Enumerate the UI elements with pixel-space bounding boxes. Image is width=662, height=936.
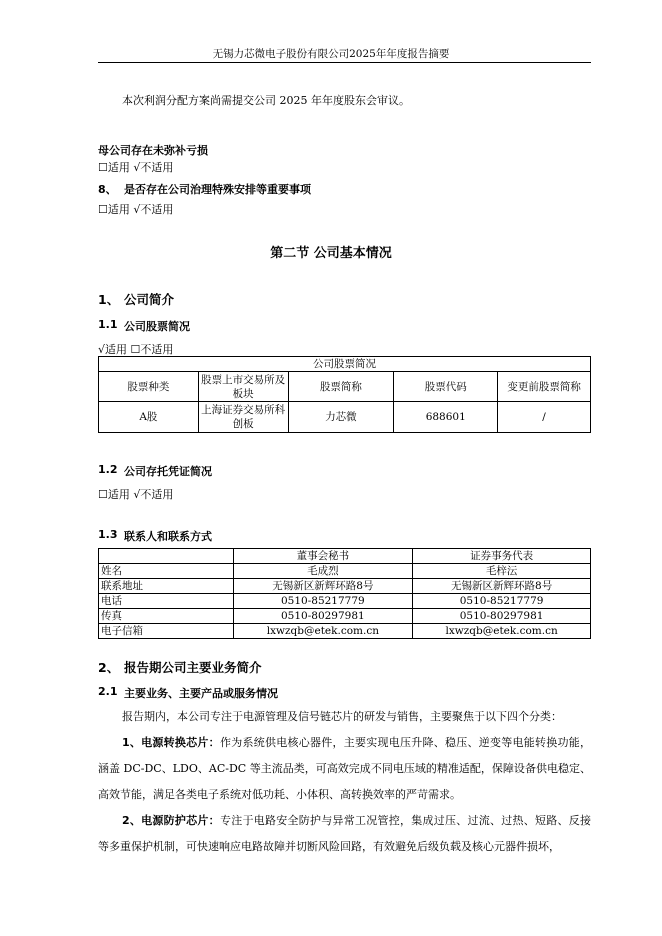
table-cell: lxwzqb@etek.com.cn [233, 624, 413, 639]
loss-title: 母公司存在未弥补亏损 [98, 144, 208, 157]
table-cell: 688601 [394, 402, 498, 433]
table-header: 证券事务代表 [413, 549, 591, 564]
paragraph-heading: 1、电源转换芯片： [122, 736, 220, 749]
table-cell: 0510-85217779 [413, 594, 591, 609]
s2-title: 报告期公司主要业务简介 [124, 660, 262, 675]
loss-options: ☐适用 √不适用 [98, 161, 174, 174]
page-header: 无锡力芯微电子股份有限公司2025年年度报告摘要 [212, 48, 450, 60]
s1-title: 公司简介 [124, 292, 175, 307]
s1-1-number: 1.1 [98, 318, 118, 331]
s1-3-number: 1.3 [98, 528, 118, 541]
s1-1-options: √适用 ☐不适用 [98, 343, 174, 356]
table-row [99, 594, 591, 609]
table-header: 变更前股票简称 [498, 372, 591, 402]
table-row [99, 609, 591, 624]
table-cell: 0510-80297981 [233, 609, 413, 624]
body-paragraph-3 [98, 808, 591, 860]
header-divider [98, 62, 591, 63]
s1-number: 1、 [98, 292, 120, 307]
s1-2-options: ☐适用 √不适用 [98, 488, 174, 501]
section-title: 第二节 公司基本情况 [270, 246, 392, 261]
paragraph-text: 专注于电路安全防护与异常工况管控，集成过压、过流、过热、短路、反接等多重保护机制，可快速响应电路故障并切断风险回路，有效避免后级负载及核心元器件损坏， [98, 814, 592, 853]
paragraph-text: 作为系统供电核心器件，主要实现电压升降、稳压、逆变等电能转换功能，涵盖 DC-DC、LDO、AC-DC 等主流品类，可高效完成不同电压域的精准适配，保障设备供电稳定、高效节能，满足各类电子系统对低功耗、小体积、高转换效率的严苛需求。 [98, 736, 592, 801]
table-cell: 上海证券交易所科创板 [198, 402, 288, 433]
table-header: 股票种类 [99, 372, 199, 402]
intro-text: 本次利润分配方案尚需提交公司 2025 年年度股东会审议。 [122, 94, 410, 107]
table-row [99, 624, 591, 639]
table-cell: 0510-80297981 [413, 609, 591, 624]
s2-1-title: 主要业务、主要产品或服务情况 [124, 687, 278, 700]
table-header: 股票代码 [394, 372, 498, 402]
s1-3-title: 联系人和联系方式 [124, 530, 212, 543]
table-header: 董事会秘书 [233, 549, 413, 564]
table-cell: / [498, 402, 591, 433]
s2-1-number: 2.1 [98, 685, 118, 698]
table-cell: 毛梓沄 [413, 564, 591, 579]
item8-number: 8、 [98, 183, 117, 196]
body-paragraph-1: 报告期内，本公司专注于电源管理及信号链芯片的研发与销售，主要聚焦于以下四个分类： [122, 710, 562, 723]
paragraph-heading: 2、电源防护芯片： [122, 814, 220, 827]
stock-table [98, 356, 591, 433]
row-label: 联系地址 [99, 579, 234, 594]
table-cell: 力芯微 [288, 402, 394, 433]
table-cell: 0510-85217779 [233, 594, 413, 609]
item8-options: ☐适用 √不适用 [98, 203, 174, 216]
table-cell: 无锡新区新辉环路8号 [413, 579, 591, 594]
table-row [99, 579, 591, 594]
row-label: 电话 [99, 594, 234, 609]
table-header: 股票上市交易所及板块 [198, 372, 288, 402]
table-header: 股票简称 [288, 372, 394, 402]
table-cell: 毛成烈 [233, 564, 413, 579]
body-paragraph-2 [98, 730, 591, 808]
item8-title: 是否存在公司治理特殊安排等重要事项 [124, 183, 311, 196]
s1-2-number: 1.2 [98, 463, 118, 476]
stock-table-caption: 公司股票简况 [99, 357, 591, 372]
row-label: 姓名 [99, 564, 234, 579]
row-label: 电子信箱 [99, 624, 234, 639]
table-cell: 无锡新区新辉环路8号 [233, 579, 413, 594]
contact-table [98, 548, 591, 639]
table-cell: A股 [99, 402, 199, 433]
table-cell-empty [99, 549, 234, 564]
row-label: 传真 [99, 609, 234, 624]
table-cell: lxwzqb@etek.com.cn [413, 624, 591, 639]
s1-1-title: 公司股票简况 [124, 320, 190, 333]
s1-2-title: 公司存托凭证简况 [124, 465, 212, 478]
s2-number: 2、 [98, 660, 120, 675]
table-row [99, 564, 591, 579]
